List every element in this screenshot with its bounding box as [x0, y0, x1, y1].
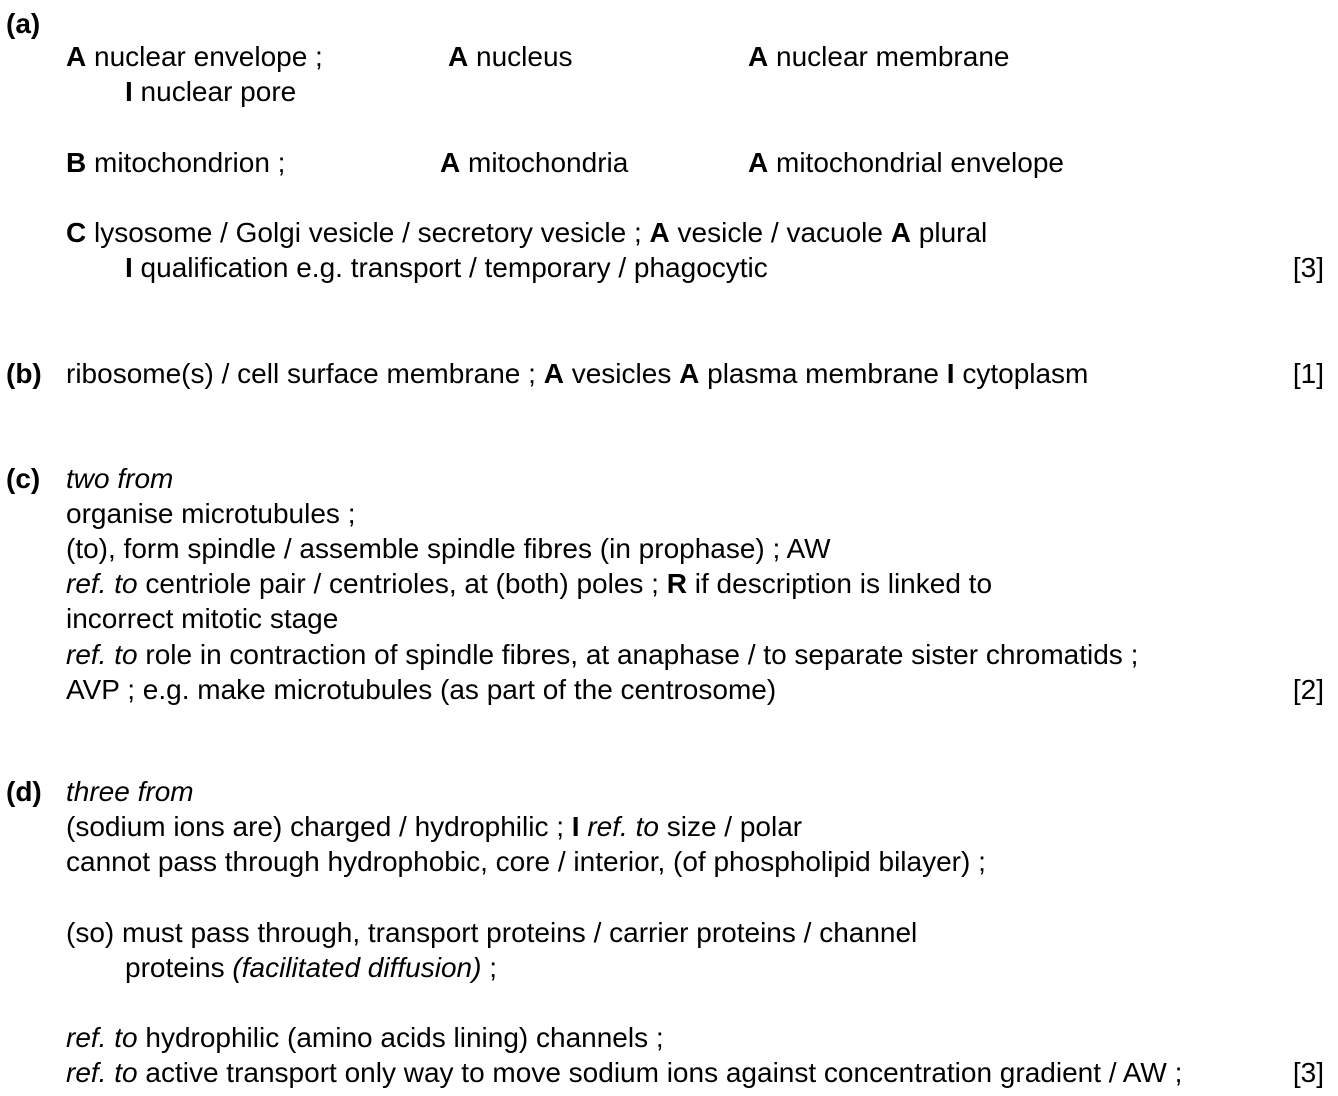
- c-point-centriole-pair: ref. to centriole pair / centrioles, at (both) poles ; R if description is linked to: [66, 568, 993, 599]
- part-a-label: (a): [6, 8, 41, 39]
- b-marks: [1]: [1292, 358, 1324, 389]
- a-ignore-qualification: I qualification e.g. transport / temporary / phagocytic: [125, 252, 768, 283]
- d-point-transport-proteins-cont: proteins (facilitated diffusion) ;: [125, 952, 497, 983]
- d-point-transport-proteins: (so) must pass through, transport proteins / carrier proteins / channel: [66, 917, 918, 948]
- a-answer-A-nuclear-envelope: A nuclear envelope ;: [66, 41, 323, 72]
- part-d-label: (d): [6, 776, 42, 807]
- a-ignore-nuclear-pore: I nuclear pore: [125, 76, 297, 107]
- c-point-contraction: ref. to role in contraction of spindle fibres, at anaphase / to separate sister chromatids ;: [66, 639, 1139, 670]
- c-marks: [2]: [1292, 674, 1324, 705]
- c-point-form-spindle: (to), form spindle / assemble spindle fibres (in prophase) ; AW: [66, 533, 831, 564]
- d-point-hydrophilic-channels: ref. to hydrophilic (amino acids lining) channels ;: [66, 1022, 664, 1053]
- c-point-organise-microtubules: organise microtubules ;: [66, 498, 356, 529]
- d-point-hydrophobic-core: cannot pass through hydrophobic, core / interior, (of phospholipid bilayer) ;: [66, 846, 986, 877]
- b-answer: ribosome(s) / cell surface membrane ; A vesicles A plasma membrane I cytoplasm: [66, 358, 1089, 389]
- d-point-charged: (sodium ions are) charged / hydrophilic ; I ref. to size / polar: [66, 811, 803, 842]
- part-c-label: (c): [6, 463, 41, 494]
- d-point-active-transport: ref. to active transport only way to move sodium ions against concentration gradient / AW ;: [66, 1057, 1183, 1088]
- d-marks: [3]: [1292, 1057, 1324, 1088]
- d-intro: three from: [66, 776, 194, 807]
- a-marks: [3]: [1292, 252, 1324, 283]
- c-point-centriole-pair-cont: incorrect mitotic stage: [66, 603, 339, 634]
- c-intro: two from: [66, 463, 174, 494]
- c-point-avp: AVP ; e.g. make microtubules (as part of the centrosome): [66, 674, 777, 705]
- a-accept-nucleus: A nucleus: [448, 41, 573, 72]
- a-answer-C-lysosome: C lysosome / Golgi vesicle / secretory vesicle ; A vesicle / vacuole A plural: [66, 217, 988, 248]
- a-accept-mitochondrial-envelope: A mitochondrial envelope: [748, 147, 1064, 178]
- a-answer-B-mitochondrion: B mitochondrion ;: [66, 147, 286, 178]
- part-b-label: (b): [6, 358, 42, 389]
- a-accept-nuclear-membrane: A nuclear membrane: [748, 41, 1010, 72]
- a-accept-mitochondria: A mitochondria: [440, 147, 629, 178]
